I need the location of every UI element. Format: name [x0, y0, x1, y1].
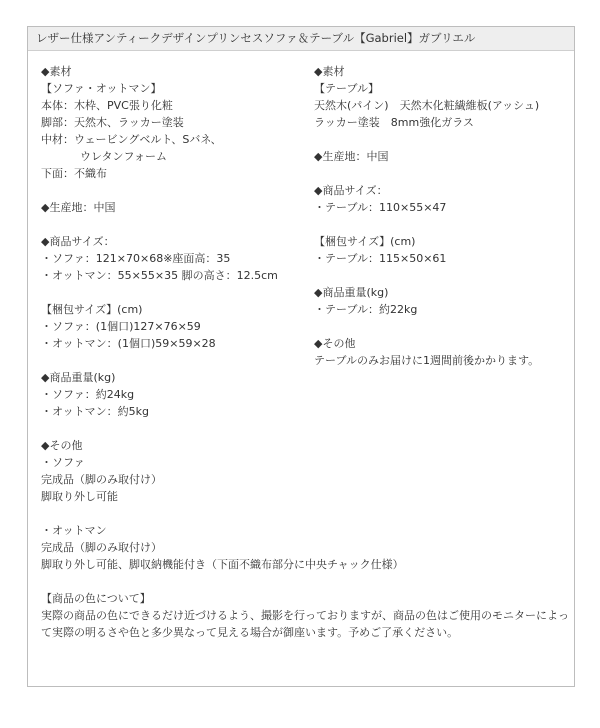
spec-line: ・オットマン：55×55×35 脚の高さ：12.5cm	[41, 269, 278, 282]
spec-line: ◆素材	[314, 65, 345, 78]
spec-line: 中材：ウェービングベルト、Sバネ、	[41, 133, 222, 146]
spec-line: ◆商品サイズ：	[314, 184, 388, 197]
spacer	[314, 318, 572, 335]
spec-line: 本体：木枠、PVC張り化粧	[41, 99, 173, 112]
product-spec-panel	[27, 26, 575, 687]
spec-line: ◆その他	[314, 337, 356, 350]
spec-line: 天然木(パイン) 天然木化粧繊維板(アッシュ)	[314, 99, 540, 112]
product-title: レザー仕様アンティークデザインプリンセスソファ＆テーブル【Gabriel】ガブリエル	[28, 27, 574, 51]
spec-line: ◆生産地：中国	[41, 201, 116, 214]
spec-line: 完成品（脚のみ取付け）	[41, 541, 162, 554]
spec-line: ◆素材	[41, 65, 72, 78]
spec-line: ・ソファ	[41, 456, 85, 469]
spec-line: ・テーブル：110×55×47	[314, 201, 447, 214]
spacer	[41, 505, 571, 522]
spacer	[41, 420, 571, 437]
spec-line: ◆商品重量(kg)	[41, 371, 116, 384]
spec-line: ・テーブル：115×50×61	[314, 252, 447, 265]
spec-line: ・ソファ：(1個口)127×76×59	[41, 320, 201, 333]
spec-line: ・オットマン：(1個口)59×59×28	[41, 337, 216, 350]
color-note-heading: 【商品の色について】	[41, 592, 151, 605]
spec-line: ・ソファ：121×70×68※座面高：35	[41, 252, 231, 265]
spacer	[314, 131, 572, 148]
spec-line: 脚取り外し可能	[41, 490, 118, 503]
spec-line: ウレタンフォーム	[80, 150, 168, 163]
spec-line: ・オットマン：約5kg	[41, 405, 150, 418]
spec-line: ◆商品重量(kg)	[314, 286, 389, 299]
spacer	[41, 573, 571, 590]
spec-line: ・テーブル：約22kg	[314, 303, 418, 316]
spec-line: 【ソファ・オットマン】	[41, 82, 162, 95]
spec-line: テーブルのみお届けに1週間前後かかります。	[314, 354, 540, 367]
spec-line: 【梱包サイズ】(cm)	[314, 235, 416, 248]
spec-column-table	[314, 63, 572, 369]
spec-line: 脚取り外し可能、脚収納機能付き（下面不織布部分に中央チャック仕様）	[41, 558, 404, 571]
spec-line: ◆生産地：中国	[314, 150, 389, 163]
spec-line: ラッカー塗装 8mm強化ガラス	[314, 116, 474, 129]
spec-line: ・ソファ：約24kg	[41, 388, 135, 401]
spec-line: 脚部：天然木、ラッカー塗装	[41, 116, 184, 129]
spec-line: 【梱包サイズ】(cm)	[41, 303, 143, 316]
spec-line: 【テーブル】	[314, 82, 380, 95]
spacer	[314, 216, 572, 233]
spacer	[314, 267, 572, 284]
color-note-text: 実際の商品の色にできるだけ近づけるよう、撮影を行っておりますが、商品の色はご使用のモニターによって実際の明るさや色と多少異なって見える場合が御座います。予めご了承ください。	[41, 609, 569, 639]
spec-line: ・オットマン	[41, 524, 107, 537]
spec-line: 下面：不織布	[41, 167, 107, 180]
spacer	[314, 165, 572, 182]
spec-line: ◆その他	[41, 439, 83, 452]
spec-line: ◆商品サイズ：	[41, 235, 115, 248]
spec-line: 完成品（脚のみ取付け）	[41, 473, 162, 486]
